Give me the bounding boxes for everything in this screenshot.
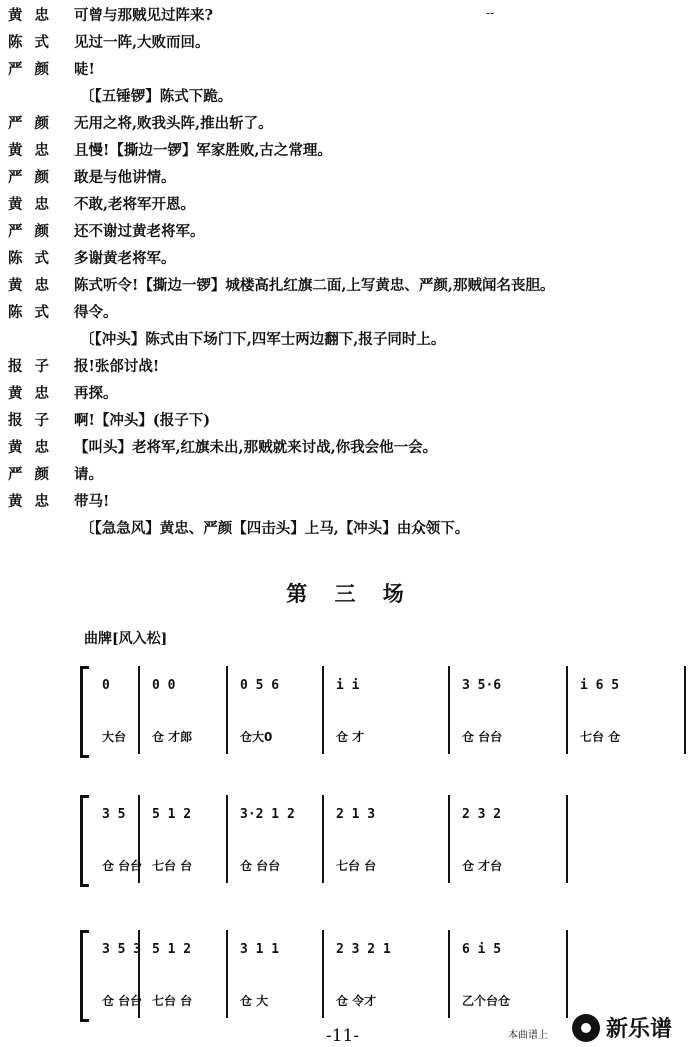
speaker-name: 陈式 <box>8 35 61 51</box>
speech-text: 带马! <box>74 493 110 510</box>
jianpu-measure: 3 5 <box>102 807 126 822</box>
record-icon <box>572 1014 600 1042</box>
jianpu-measure: 5 1 2 <box>152 807 192 822</box>
speaker-name: 黄忠 <box>8 440 61 456</box>
speaker-name: 严颜 <box>8 467 61 483</box>
speech-text: 且慢!【撕边一锣】军家胜败,古之常理。 <box>74 142 332 159</box>
bar-line <box>448 795 450 883</box>
jianpu-measure: 0 <box>102 678 110 693</box>
bar-line <box>226 930 228 1018</box>
jianpu-measure: 6 i 5 <box>462 942 502 957</box>
dialog-line <box>8 409 210 433</box>
stage-direction: 〔【冲头】陈式由下场门下,四军士两边翻下,报子同时上。 <box>80 331 446 348</box>
dialog-line <box>8 247 176 271</box>
system-bracket <box>80 666 89 758</box>
system-bracket <box>80 930 89 1022</box>
dialog-line <box>8 193 195 217</box>
jianpu-measure: 0 5 6 <box>240 678 280 693</box>
score-system <box>80 795 692 887</box>
bar-line <box>138 666 140 754</box>
bar-line <box>322 930 324 1018</box>
percussion-measure: 仓 大 <box>240 994 269 1008</box>
speech-text: 得令。 <box>74 304 118 321</box>
speech-text: 无用之将,败我头阵,推出斩了。 <box>74 115 273 132</box>
percussion-measure: 仓 台台 <box>240 859 281 873</box>
speaker-name: 黄忠 <box>8 8 61 24</box>
jianpu-measure: 3 1 1 <box>240 942 280 957</box>
page-number: -11- <box>326 1026 360 1046</box>
speaker-name: 黄忠 <box>8 197 61 213</box>
percussion-measure: 仓 台台 <box>102 859 143 873</box>
jianpu-measure: 2 3 2 1 <box>336 942 391 957</box>
speaker-name: 陈式 <box>8 251 61 267</box>
dialog-line <box>8 166 176 190</box>
bar-line <box>322 795 324 883</box>
percussion-measure: 仓 台台 <box>102 994 143 1008</box>
dialog-line <box>8 382 118 406</box>
bar-line <box>322 666 324 754</box>
jianpu-measure: 3 5·6 <box>462 678 502 693</box>
site-logo <box>572 1012 672 1043</box>
bar-line <box>566 930 568 1018</box>
dialog-line <box>8 31 210 55</box>
speech-text: 【叫头】老将军,红旗未出,那贼就来讨战,你我会他一会。 <box>74 439 438 456</box>
percussion-measure: 七台 台 <box>152 859 193 873</box>
speaker-name: 严颜 <box>8 170 61 186</box>
footer-note: 本曲谱上 <box>508 1030 548 1041</box>
speech-text: 再探。 <box>74 385 118 402</box>
bar-line <box>566 666 568 754</box>
bar-line <box>684 666 686 754</box>
percussion-measure: 仓 才 <box>336 730 365 744</box>
percussion-measure: 乙个台仓 <box>462 994 511 1008</box>
percussion-measure: 仓 令才 <box>336 994 377 1008</box>
percussion-measure: 七台 台 <box>336 859 377 873</box>
dialog-line <box>8 301 118 325</box>
dialog-line <box>8 220 205 244</box>
jianpu-measure: i i <box>336 678 360 693</box>
speech-text: 可曾与那贼见过阵来? <box>74 7 213 24</box>
speech-text: 陈式听令!【撕边一锣】城楼高扎红旗二面,上写黄忠、严颜,那贼闻名丧胆。 <box>74 277 555 294</box>
dialog-line <box>8 112 273 136</box>
jianpu-measure: 3·2 1 2 <box>240 807 295 822</box>
speech-text: 见过一阵,大败而回。 <box>74 34 210 51</box>
percussion-measure: 仓 才台 <box>462 859 503 873</box>
speaker-name: 黄忠 <box>8 494 61 510</box>
system-bracket <box>80 795 89 887</box>
speaker-name: 黄忠 <box>8 143 61 159</box>
dialog-line <box>8 490 109 514</box>
dialog-line <box>8 4 213 28</box>
jianpu-measure: 5 1 2 <box>152 942 192 957</box>
qupai-label: 曲牌[风入松] <box>84 631 168 647</box>
speech-text: 还不谢过黄老将军。 <box>74 223 205 240</box>
percussion-measure: 七台 仓 <box>580 730 621 744</box>
percussion-measure: 仓 台台 <box>462 730 503 744</box>
bar-line <box>226 666 228 754</box>
stray-mark: -- <box>486 6 495 20</box>
percussion-measure: 七台 台 <box>152 994 193 1008</box>
dialog-line <box>8 355 159 379</box>
bar-line <box>448 666 450 754</box>
bar-line <box>448 930 450 1018</box>
dialog-line <box>8 274 554 298</box>
score-system <box>80 666 692 758</box>
speaker-name: 严颜 <box>8 224 61 240</box>
speaker-name: 陈式 <box>8 305 61 321</box>
jianpu-measure: 3 5 3 <box>102 942 142 957</box>
dialog-line <box>8 139 332 163</box>
percussion-measure: 大台 <box>102 730 127 744</box>
jianpu-measure: i 6 5 <box>580 678 620 693</box>
speaker-name: 严颜 <box>8 62 61 78</box>
bar-line <box>566 795 568 883</box>
percussion-measure: 仓 才郎 <box>152 730 193 744</box>
bar-line <box>226 795 228 883</box>
speaker-name: 严颜 <box>8 116 61 132</box>
scene-title: 第 三 场 <box>286 582 414 606</box>
score-system <box>80 930 692 1022</box>
percussion-measure: 仓大0 <box>240 730 273 744</box>
jianpu-measure: 2 1 3 <box>336 807 376 822</box>
dialog-line <box>8 436 437 460</box>
speech-text: 敢是与他讲情。 <box>74 169 176 186</box>
speech-text: 唗! <box>74 61 95 78</box>
speaker-name: 黄忠 <box>8 278 61 294</box>
speech-text: 多谢黄老将军。 <box>74 250 176 267</box>
stage-direction: 〔【五锤锣】陈式下跪。 <box>80 88 233 105</box>
speech-text: 啊!【冲头】(报子下) <box>74 412 211 429</box>
speech-text: 请。 <box>74 466 103 483</box>
speech-text: 不敢,老将军开恩。 <box>74 196 196 213</box>
dialog-line <box>8 463 103 487</box>
jianpu-measure: 2 3 2 <box>462 807 502 822</box>
logo-text: 新乐谱 <box>606 1017 673 1042</box>
speaker-name: 黄忠 <box>8 386 61 402</box>
dialog-line <box>8 58 95 82</box>
jianpu-measure: 0 0 <box>152 678 176 693</box>
stage-direction: 〔【急急风】黄忠、严颜【四击头】上马,【冲头】由众领下。 <box>80 520 470 537</box>
speaker-name: 报子 <box>8 359 61 375</box>
speech-text: 报!张郃讨战! <box>74 358 160 375</box>
speaker-name: 报子 <box>8 413 61 429</box>
